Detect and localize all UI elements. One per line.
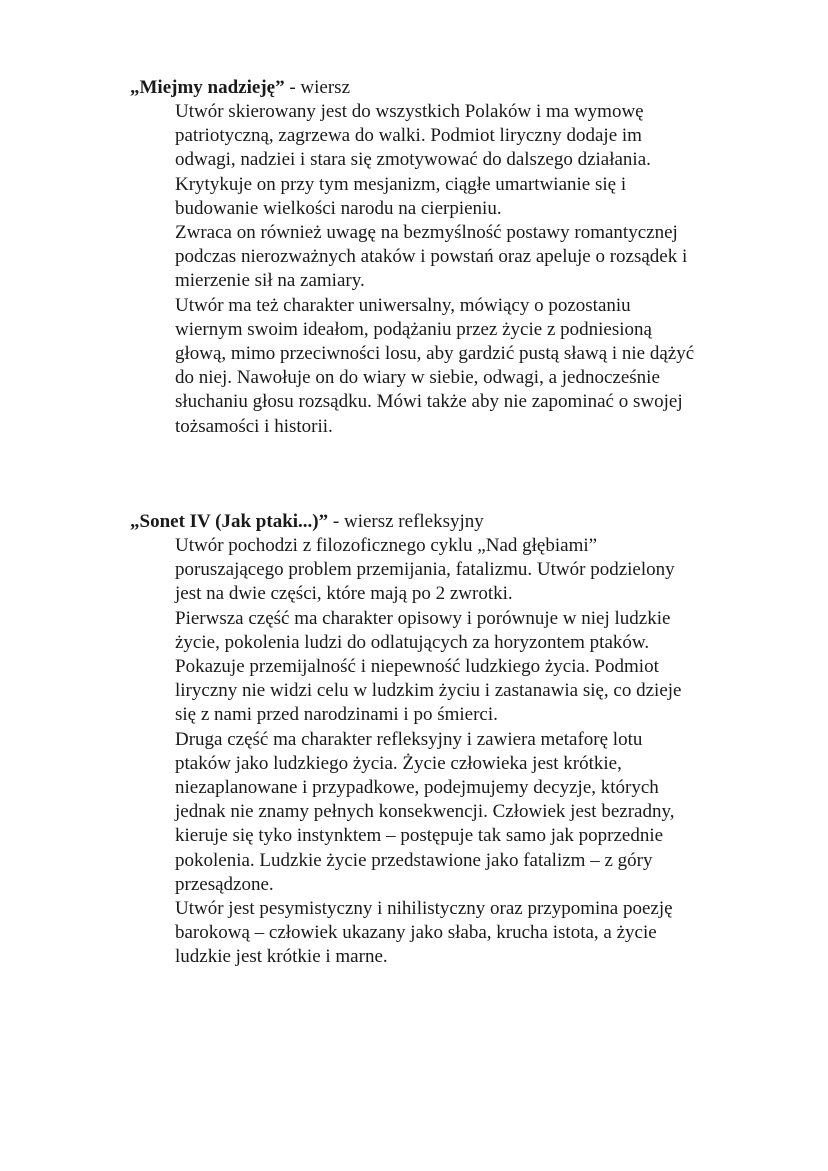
poem-type: - wiersz refleksyjny <box>328 511 484 532</box>
section-heading <box>130 76 770 100</box>
section-sonet-iv <box>130 510 770 970</box>
paragraph: Utwór jest pesymistyczny i nihilistyczny oraz przypomina poezję barokową – człowiek ukazany jako słaba, krucha istota, a życie ludzkie jest krótkie i marne. <box>175 898 673 968</box>
section-heading <box>130 510 770 534</box>
paragraph: Zwraca on również uwagę na bezmyślność postawy romantycznej podczas nierozważnych ataków i powstań oraz apeluje o rozsądek i mierzenie sił na zamiary. <box>175 222 688 292</box>
poem-title: „Sonet IV (Jak ptaki...)” <box>130 511 329 532</box>
poem-title: „Miejmy nadzieję” <box>130 77 285 98</box>
paragraph: Druga część ma charakter refleksyjny i zawiera metaforę lotu ptaków jako ludzkiego życia. Życie człowieka jest krótkie, niezaplanowane i przypadkowe, podejmujemy decyzje, których jednak nie znamy pełnych konsekwencji. Człowiek jest bezradny, kieruje się tyko instynktem – postępuje tak samo jak poprzednie pokolenia. Ludzkie życie przedstawione jako fatalizm – z góry przesądzone. <box>175 728 675 895</box>
poem-type: - wiersz <box>284 77 351 98</box>
paragraph: Utwór pochodzi z filozoficznego cyklu „Nad głębiami” poruszającego problem przemijania, fatalizmu. Utwór podzielony jest na dwie części, które mają po 2 zwrotki. <box>175 535 675 605</box>
section-miejmy-nadzieje <box>130 76 770 439</box>
paragraph: Utwór skierowany jest do wszystkich Polaków i ma wymowę patriotyczną, zagrzewa do walki. Podmiot liryczny dodaje im odwagi, nadziei i stara się zmotywować do dalszego działania. Krytykuje on przy tym mesjanizm, ciągłe umartwianie się i budowanie wielkości narodu na cierpieniu. <box>175 101 651 219</box>
paragraph: Pierwsza część ma charakter opisowy i porównuje w niej ludzkie życie, pokolenia ludzi do odlatujących za horyzontem ptaków. Pokazuje przemijalność i niepewność ludzkiego życia. Podmiot liryczny nie widzi celu w ludzkim życiu i zastanawia się, co dzieje się z nami przed narodzinami i po śmierci. <box>175 607 682 726</box>
paragraph: Utwór ma też charakter uniwersalny, mówiący o pozostaniu wiernym swoim ideałom, podążaniu przez życie z podniesioną głową, mimo przeciwności losu, aby gardzić pustą sławą i nie dążyć do niej. Nawołuje on do wiary w siebie, odwagi, a jednocześnie słuchaniu głosu rozsądku. Mówi także aby nie zapominać o swojej tożsamości i historii. <box>175 294 695 437</box>
